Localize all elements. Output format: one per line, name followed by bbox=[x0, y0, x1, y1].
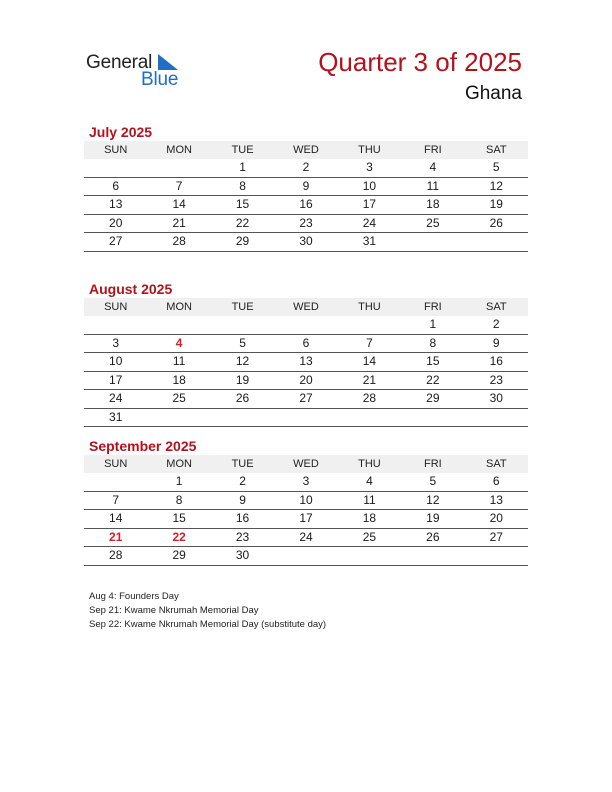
holiday-day-cell: 21 bbox=[84, 529, 147, 548]
empty-day-cell bbox=[274, 547, 337, 566]
day-cell: 30 bbox=[274, 233, 337, 252]
day-cell: 15 bbox=[147, 510, 210, 529]
day-cell: 5 bbox=[401, 473, 464, 492]
day-cell: 14 bbox=[84, 510, 147, 529]
day-cell: 24 bbox=[274, 529, 337, 548]
day-cell: 25 bbox=[401, 215, 464, 234]
calendar-grid bbox=[84, 455, 528, 566]
day-cell: 1 bbox=[147, 473, 210, 492]
day-cell: 29 bbox=[147, 547, 210, 566]
day-cell: 4 bbox=[338, 473, 401, 492]
day-cell: 7 bbox=[147, 178, 210, 197]
day-cell: 7 bbox=[338, 335, 401, 354]
day-cell: 30 bbox=[465, 390, 528, 409]
day-cell: 8 bbox=[147, 492, 210, 511]
day-cell: 25 bbox=[338, 529, 401, 548]
empty-day-cell bbox=[147, 159, 210, 178]
weekday-header: FRI bbox=[401, 298, 464, 316]
day-cell: 16 bbox=[211, 510, 274, 529]
day-cell: 5 bbox=[211, 335, 274, 354]
day-cell: 11 bbox=[401, 178, 464, 197]
day-cell: 15 bbox=[211, 196, 274, 215]
empty-day-cell bbox=[338, 316, 401, 335]
day-cell: 22 bbox=[211, 215, 274, 234]
empty-day-cell bbox=[84, 159, 147, 178]
day-cell: 16 bbox=[465, 353, 528, 372]
day-cell: 3 bbox=[338, 159, 401, 178]
day-cell: 5 bbox=[465, 159, 528, 178]
weekday-header: WED bbox=[274, 298, 337, 316]
country-name: Ghana bbox=[464, 83, 522, 104]
empty-day-cell bbox=[465, 409, 528, 428]
calendar-grid bbox=[84, 141, 528, 252]
empty-day-cell bbox=[465, 233, 528, 252]
day-cell: 14 bbox=[338, 353, 401, 372]
day-cell: 3 bbox=[84, 335, 147, 354]
weekday-header: MON bbox=[147, 141, 210, 159]
day-cell: 9 bbox=[465, 335, 528, 354]
empty-day-cell bbox=[84, 473, 147, 492]
weekday-header: TUE bbox=[211, 141, 274, 159]
day-cell: 2 bbox=[211, 473, 274, 492]
day-cell: 24 bbox=[84, 390, 147, 409]
weekday-header: FRI bbox=[401, 455, 464, 473]
day-cell: 10 bbox=[274, 492, 337, 511]
day-cell: 26 bbox=[401, 529, 464, 548]
holiday-note: Sep 21: Kwame Nkrumah Memorial Day bbox=[89, 605, 259, 616]
day-cell: 28 bbox=[338, 390, 401, 409]
holiday-day-cell: 22 bbox=[147, 529, 210, 548]
day-cell: 10 bbox=[338, 178, 401, 197]
empty-day-cell bbox=[401, 233, 464, 252]
day-cell: 12 bbox=[465, 178, 528, 197]
day-cell: 29 bbox=[211, 233, 274, 252]
generalblue-logo bbox=[86, 52, 196, 92]
empty-day-cell bbox=[401, 547, 464, 566]
day-cell: 9 bbox=[211, 492, 274, 511]
weekday-header: THU bbox=[338, 455, 401, 473]
day-cell: 6 bbox=[465, 473, 528, 492]
month-title: August 2025 bbox=[89, 281, 173, 297]
day-cell: 18 bbox=[147, 372, 210, 391]
weekday-header: TUE bbox=[211, 455, 274, 473]
day-cell: 24 bbox=[338, 215, 401, 234]
weekday-header: TUE bbox=[211, 298, 274, 316]
day-cell: 17 bbox=[274, 510, 337, 529]
logo-word-blue: Blue bbox=[141, 69, 179, 90]
day-cell: 26 bbox=[211, 390, 274, 409]
day-cell: 10 bbox=[84, 353, 147, 372]
day-cell: 13 bbox=[274, 353, 337, 372]
empty-day-cell bbox=[274, 316, 337, 335]
day-cell: 12 bbox=[401, 492, 464, 511]
day-cell: 12 bbox=[211, 353, 274, 372]
day-cell: 23 bbox=[274, 215, 337, 234]
day-cell: 19 bbox=[401, 510, 464, 529]
day-cell: 28 bbox=[147, 233, 210, 252]
day-cell: 8 bbox=[211, 178, 274, 197]
page-title: Quarter 3 of 2025 bbox=[318, 47, 522, 77]
day-cell: 23 bbox=[465, 372, 528, 391]
day-cell: 26 bbox=[465, 215, 528, 234]
empty-day-cell bbox=[211, 316, 274, 335]
day-cell: 28 bbox=[84, 547, 147, 566]
month-title: September 2025 bbox=[89, 438, 197, 454]
month-july bbox=[84, 123, 528, 252]
weekday-header: WED bbox=[274, 455, 337, 473]
day-cell: 22 bbox=[401, 372, 464, 391]
holiday-day-cell: 4 bbox=[147, 335, 210, 354]
day-cell: 19 bbox=[211, 372, 274, 391]
day-cell: 19 bbox=[465, 196, 528, 215]
holiday-notes bbox=[89, 590, 326, 632]
day-cell: 2 bbox=[465, 316, 528, 335]
month-september bbox=[84, 437, 528, 566]
day-cell: 17 bbox=[338, 196, 401, 215]
day-cell: 18 bbox=[401, 196, 464, 215]
day-cell: 16 bbox=[274, 196, 337, 215]
day-cell: 13 bbox=[84, 196, 147, 215]
day-cell: 18 bbox=[338, 510, 401, 529]
weekday-header: SUN bbox=[84, 298, 147, 316]
empty-day-cell bbox=[147, 316, 210, 335]
weekday-header: SAT bbox=[465, 455, 528, 473]
day-cell: 7 bbox=[84, 492, 147, 511]
month-august bbox=[84, 280, 528, 427]
day-cell: 17 bbox=[84, 372, 147, 391]
day-cell: 6 bbox=[274, 335, 337, 354]
month-title: July 2025 bbox=[89, 124, 153, 140]
day-cell: 11 bbox=[338, 492, 401, 511]
day-cell: 6 bbox=[84, 178, 147, 197]
day-cell: 8 bbox=[401, 335, 464, 354]
empty-day-cell bbox=[465, 547, 528, 566]
day-cell: 1 bbox=[401, 316, 464, 335]
day-cell: 31 bbox=[338, 233, 401, 252]
day-cell: 11 bbox=[147, 353, 210, 372]
day-cell: 27 bbox=[465, 529, 528, 548]
day-cell: 27 bbox=[274, 390, 337, 409]
day-cell: 20 bbox=[274, 372, 337, 391]
day-cell: 21 bbox=[147, 215, 210, 234]
empty-day-cell bbox=[274, 409, 337, 428]
day-cell: 31 bbox=[84, 409, 147, 428]
weekday-header: THU bbox=[338, 298, 401, 316]
day-cell: 25 bbox=[147, 390, 210, 409]
empty-day-cell bbox=[401, 409, 464, 428]
weekday-header: SUN bbox=[84, 455, 147, 473]
weekday-header: SAT bbox=[465, 141, 528, 159]
logo-word-general: General bbox=[86, 52, 153, 73]
day-cell: 14 bbox=[147, 196, 210, 215]
holiday-note: Aug 4: Founders Day bbox=[89, 591, 179, 602]
empty-day-cell bbox=[147, 409, 210, 428]
day-cell: 13 bbox=[465, 492, 528, 511]
day-cell: 20 bbox=[84, 215, 147, 234]
empty-day-cell bbox=[338, 547, 401, 566]
day-cell: 27 bbox=[84, 233, 147, 252]
day-cell: 20 bbox=[465, 510, 528, 529]
holiday-note: Sep 22: Kwame Nkrumah Memorial Day (substitute day) bbox=[89, 619, 327, 630]
calendar-grid bbox=[84, 298, 528, 427]
weekday-header: MON bbox=[147, 298, 210, 316]
weekday-header: FRI bbox=[401, 141, 464, 159]
weekday-header: SAT bbox=[465, 298, 528, 316]
empty-day-cell bbox=[211, 409, 274, 428]
day-cell: 15 bbox=[401, 353, 464, 372]
weekday-header: SUN bbox=[84, 141, 147, 159]
empty-day-cell bbox=[338, 409, 401, 428]
day-cell: 4 bbox=[401, 159, 464, 178]
day-cell: 23 bbox=[211, 529, 274, 548]
day-cell: 2 bbox=[274, 159, 337, 178]
day-cell: 1 bbox=[211, 159, 274, 178]
weekday-header: MON bbox=[147, 455, 210, 473]
weekday-header: THU bbox=[338, 141, 401, 159]
day-cell: 3 bbox=[274, 473, 337, 492]
logo-flag-icon bbox=[158, 54, 178, 70]
day-cell: 21 bbox=[338, 372, 401, 391]
day-cell: 30 bbox=[211, 547, 274, 566]
day-cell: 9 bbox=[274, 178, 337, 197]
day-cell: 29 bbox=[401, 390, 464, 409]
weekday-header: WED bbox=[274, 141, 337, 159]
empty-day-cell bbox=[84, 316, 147, 335]
